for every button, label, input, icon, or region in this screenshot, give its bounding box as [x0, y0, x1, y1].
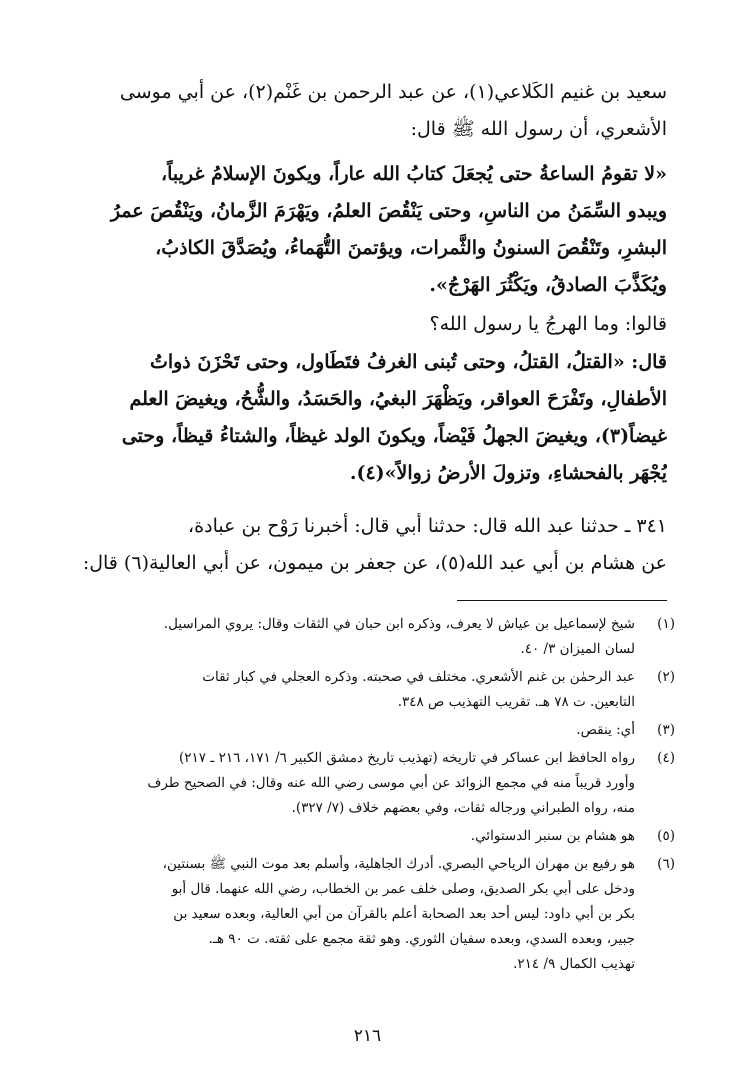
footnote-line: هو هشام بن سنبر الدستوائي.: [470, 828, 635, 844]
footnote-text: [62, 718, 635, 743]
footnote-line: عبد الرحمٰن بن غنم الأشعري. مختلف في صحبته. وذكره العجلي في كبار ثقات: [202, 669, 635, 685]
text-line: الأشعري، أن رسول الله ﷺ قال:: [410, 118, 667, 140]
text-line: ٣٤١ ـ حدثنا عبد الله قال: حدثنا أبي قال: أخبرنا رَوْح بن عبادة،: [188, 515, 667, 537]
footnote-line: لسان الميزان ٣/ ٤٠.: [520, 641, 635, 657]
footnote-line: منه، رواه الطبراني ورجاله ثقات، وفي بعضهم خلاف (٧/ ٣٢٧).: [291, 800, 635, 816]
text-line: ويُكَذَّبَ الصادقُ، ويَكْثُرَ الهَرْجُ».: [429, 274, 667, 296]
footnote-line: هو رفيع بن مهران الرياحي البصري. أدرك الجاهلية، وأسلم بعد موت النبي ﷺ بسنتين،: [162, 856, 635, 872]
footnote-number: (٢): [657, 669, 675, 685]
isnad-paragraph: [62, 74, 667, 148]
footnote-number: (٣): [657, 722, 675, 738]
footnote-line: جبير، وبعده السدي، وبعده سفيان الثوري. وهو ثقة مجمع على ثقته. ت ٩٠ هـ.: [208, 931, 635, 947]
text-line: يُجْهَر بالفحشاءِ، وتزولَ الأرضُ زوالاً»(٤).: [349, 462, 667, 484]
footnote-text: [62, 746, 635, 821]
text-line: ويبدو السِّمَنُ من الناسِ، وحتى يَنْقُصَ العلمُ، ويَهْرَمَ الزَّمانُ، ويَنْقُصَ عمرُ: [110, 200, 667, 222]
question-paragraph: [62, 306, 667, 343]
footnote-number: (٦): [657, 856, 675, 872]
footnote-number: (٤): [657, 750, 675, 766]
text-line: غيضاً(٣)، ويغيضَ الجهلُ فَيْضاً، ويكونَ الولد غيظاً، والشتاءُ قيظاً، وحتى: [121, 425, 667, 447]
footnote-item: [62, 665, 675, 715]
text-line: سعيد بن غنيم الكَلاعي(١)، عن عبد الرحمن بن غَنْم(٢)، عن أبي موسى: [119, 81, 667, 103]
footnote-text: [62, 852, 635, 977]
numbered-hadith-paragraph: [62, 508, 667, 582]
footnote-text: [62, 824, 635, 849]
text-line: الأطفالِ، وتَفْرَحَ العواقر، ويَظْهَرَ البغيُ، والحَسَدُ، والشُّحُ، ويغيضَ العلم: [129, 388, 667, 410]
hadith-text: [62, 156, 667, 304]
footnote-text: [62, 612, 635, 662]
footnote-item: [62, 852, 675, 977]
footnote-item: [62, 746, 675, 821]
text-line: «لا تقومُ الساعةُ حتى يُجعَلَ كتابُ الله عاراً، ويكونَ الإسلامُ غريباً،: [160, 163, 667, 185]
footnote-line: رواه الحافظ ابن عساكر في تاريخه (تهذيب تاريخ دمشق الكبير ٦/ ١٧١، ٢١٦ ـ ٢١٧): [179, 750, 635, 766]
text-line: عن هشام بن أبي عبد الله(٥)، عن جعفر بن ميمون، عن أبي العالية(٦) قال:: [82, 552, 667, 574]
footnote-line: بكر بن أبي داود: ليس أحد بعد الصحابة أعلم بالقرآن من أبي العالية، وبعده سعيد بن: [173, 906, 635, 922]
answer-paragraph: [62, 344, 667, 492]
text-line: قالوا: وما الهرجُ يا رسول الله؟: [429, 313, 667, 335]
page-number: ٢١٦: [353, 1026, 382, 1046]
footnote-number: (١): [657, 616, 675, 632]
footnote-item: [62, 612, 675, 662]
footnote-line: تهذيب الكمال ٩/ ٢١٤.: [513, 956, 635, 972]
footnotes: [62, 612, 675, 980]
footnote-item: [62, 718, 675, 743]
footnote-text: [62, 665, 635, 715]
footnote-divider: [457, 600, 667, 601]
footnote-line: شيخ لإسماعيل بن عياش لا يعرف، وذكره ابن حبان في الثقات وقال: يروي المراسيل.: [163, 616, 635, 632]
footnote-line: أي: ينقص.: [576, 722, 635, 738]
footnote-line: التابعين. ت ٧٨ هـ. تقريب التهذيب ص ٣٤٨.: [397, 694, 635, 710]
footnote-line: ودخل على أبي بكر الصديق، وصلى خلف عمر بن الخطاب، رضي الله عنهما. قال أبو: [171, 881, 635, 897]
footnote-number: (٥): [657, 828, 675, 844]
footnote-line: وأورد قريباً منه في مجمع الزوائد عن أبي موسى رضي الله عنه وقال: في الصحيح طرف: [147, 775, 635, 791]
footnote-item: [62, 824, 675, 849]
text-line: قال: «القتلُ، القتلُ، وحتى تُبنى الغرفُ فتَطَاول، وحتى تَحْزَنَ ذواتُ: [149, 351, 667, 373]
text-line: البشرِ، وتَنْقُصَ السنونُ والثَّمرات، ويؤتمنَ التُّهَماءُ، ويُصَدَّقَ الكاذبُ،: [155, 237, 667, 259]
